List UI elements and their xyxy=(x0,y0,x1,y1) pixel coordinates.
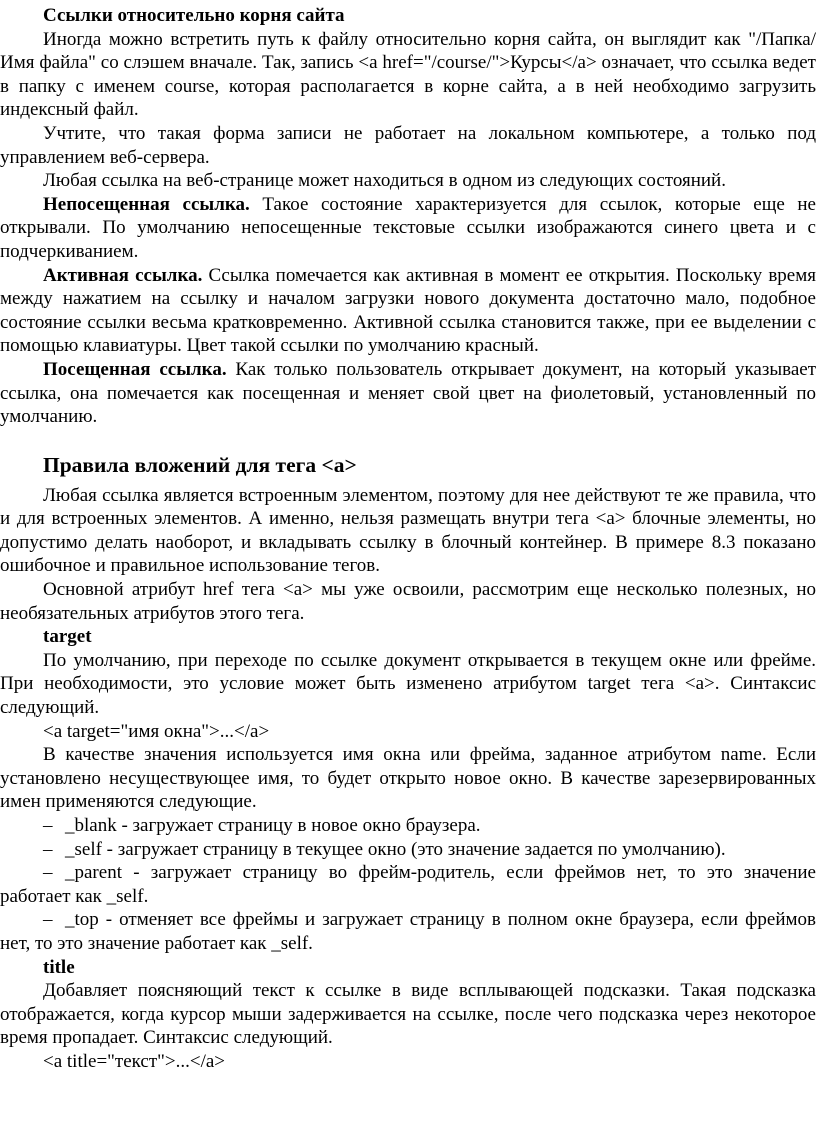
term-unvisited: Непосещенная ссылка. xyxy=(43,193,250,215)
code-title-syntax: <a title="текст">...</a> xyxy=(43,1050,226,1072)
dash-bullet: – xyxy=(43,815,53,836)
paragraph-unvisited-link xyxy=(0,193,816,264)
list-item: – _blank - загружает страницу в новое окно браузера. xyxy=(43,815,481,836)
list-item: – _parent - загружает страницу во фрейм-родитель, если фреймов нет, то это значение работает как _self. xyxy=(0,862,816,907)
paragraph-root-path: Иногда можно встретить путь к файлу относительно корня сайта, он выглядит как "/Папка/Имя файла" со слэшем вначале. Так, запись <a href="/course/">Курсы</a> означает, что ссылка ведет в папку с именем course, которая располагается в корне сайта, а в ней необходимо загрузить индексный файл. xyxy=(0,28,816,121)
paragraph-title-tooltip: Добавляет поясняющий текст к ссылке в виде всплывающей подсказки. Такая подсказка отображается, когда курсор мыши задерживается на ссылке, после чего подсказка через некоторое время пропадает. Синтаксис следующий. xyxy=(0,980,816,1049)
paragraph-active-link xyxy=(0,264,816,358)
dash-bullet: – xyxy=(43,838,53,860)
dash-bullet: – xyxy=(43,862,53,884)
paragraph-target-default: По умолчанию, при переходе по ссылке документ открывается в текущем окне или фрейме. При необходимости, это условие может быть изменено атрибутом target тега <a>. Синтаксис следующий. xyxy=(0,649,816,719)
text-unvisited: Такое состояние характеризуется для ссылок, которые еще не открывали. По умолчанию непосещенные текстовые ссылки изображаются синего цвета и с подчеркиванием. xyxy=(0,193,816,262)
paragraph-local-note: Учтите, что такая форма записи не работает на локальном компьютере, а только под управлением веб-сервера. xyxy=(0,122,816,168)
paragraph-href-attribute: Основной атрибут href тега <a> мы уже освоили, рассмотрим еще несколько полезных, но необязательных атрибутов этого тега. xyxy=(0,579,816,624)
paragraph-inline-element: Любая ссылка является встроенным элементом, поэтому для нее действуют те же правила, что и для встроенных элементов. А именно, нельзя размещать внутри тега <a> блочные элементы, но допустимо делать наоборот, и вкладывать ссылку в блочный контейнер. В примере 8.3 показано ошибочное и правильное использование тегов. xyxy=(0,484,816,577)
attribute-heading-target: target xyxy=(43,626,92,648)
paragraph-states-intro: Любая ссылка на веб-странице может находиться в одном из следующих состояний. xyxy=(43,170,726,192)
dash-bullet: – xyxy=(43,909,53,931)
section-heading-root-links: Ссылки относительно корня сайта xyxy=(43,5,345,26)
list-item: – _top - отменяет все фреймы и загружает страницу в полном окне браузера, если фреймов нет, то это значение работает как _self. xyxy=(0,909,816,954)
section-heading-nesting-rules: Правила вложений для тега <a> xyxy=(43,452,357,477)
term-visited: Посещенная ссылка. xyxy=(43,358,227,380)
paragraph-target-values: В качестве значения используется имя окна или фрейма, заданное атрибутом name. Если установлено несуществующее имя, то будет открыто новое окно. В качестве зарезервированных имен применяются следующие. xyxy=(0,744,816,813)
attribute-heading-title: title xyxy=(43,956,75,978)
code-target-syntax: <a target="имя окна">...</a> xyxy=(43,720,270,742)
paragraph-visited-link xyxy=(0,358,816,429)
list-item: – _self - загружает страницу в текущее окно (это значение задается по умолчанию). xyxy=(43,838,726,860)
text-active: Ссылка помечается как активная в момент ее открытия. Поскольку время между нажатием на ссылку и началом загрузки нового документа достаточно мало, подобное состояние ссылки весьма кратковременно. Активной ссылка становится также, при ее выделении с помощью клавиатуры. Цвет такой ссылки по умолчанию красный. xyxy=(0,264,816,357)
text-visited: Как только пользователь открывает документ, на который указывает ссылка, она помечается как посещенная и меняет свой цвет на фиолетовый, установленный по умолчанию. xyxy=(0,358,816,428)
term-active: Активная ссылка. xyxy=(43,264,203,286)
